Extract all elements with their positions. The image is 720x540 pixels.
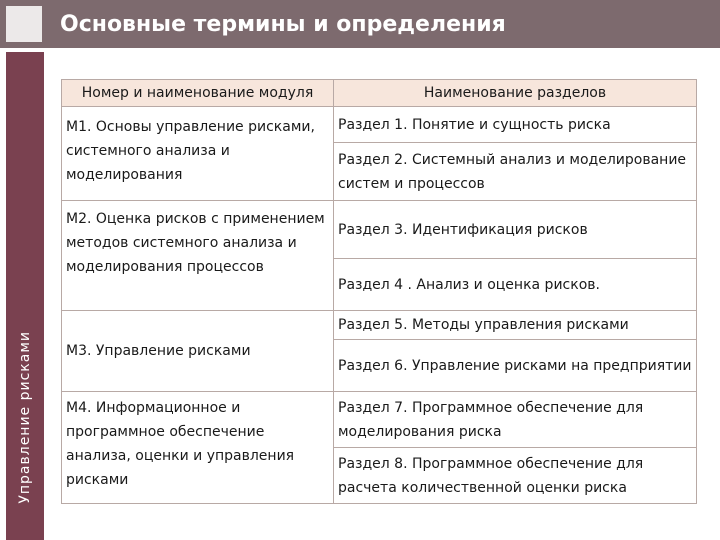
module-cell <box>62 392 334 504</box>
section-text: Раздел 4 . Анализ и оценка рисков. <box>338 276 600 293</box>
module-text: М2. Оценка рисков с применением методов системного анализа и моделирования процессов <box>66 211 325 275</box>
section-text: Раздел 7. Программное обеспечение для моделирования риска <box>338 399 644 440</box>
side-label-container <box>6 52 44 504</box>
module-text: М3. Управление рисками <box>66 343 251 359</box>
column-header-sections: Наименование разделов <box>334 80 697 107</box>
corner-square <box>6 6 42 42</box>
table-row <box>62 201 697 259</box>
left-sidebar <box>0 0 48 540</box>
module-cell <box>62 311 334 392</box>
module-text: М4. Информационное и программное обеспечение анализа, оценки и управления рисками <box>66 400 295 488</box>
module-cell <box>62 201 334 311</box>
section-cell <box>334 392 697 448</box>
page-title: Основные термины и определения <box>60 12 506 37</box>
table-row <box>62 107 697 143</box>
side-label: Управление рисками <box>17 331 33 504</box>
section-text: Раздел 1. Понятие и сущность риска <box>338 116 611 133</box>
section-text: Раздел 8. Программное обеспечение для расчета количественной оценки риска <box>338 455 644 496</box>
section-cell <box>334 340 697 392</box>
table-header-row <box>62 80 697 107</box>
corner-block <box>0 0 48 48</box>
section-cell <box>334 143 697 201</box>
section-cell <box>334 201 697 259</box>
module-cell <box>62 107 334 201</box>
section-cell <box>334 448 697 504</box>
section-text: Раздел 6. Управление рисками на предприятии <box>338 357 692 374</box>
modules-table <box>61 79 697 504</box>
section-text: Раздел 3. Идентификация рисков <box>338 221 588 238</box>
section-cell <box>334 259 697 311</box>
section-cell <box>334 311 697 340</box>
column-header-module: Номер и наименование модуля <box>62 80 334 107</box>
section-text: Раздел 5. Методы управления рисками <box>338 317 629 333</box>
module-text: М1. Основы управление рисками, системного анализа и моделирования <box>66 119 315 183</box>
section-text: Раздел 2. Системный анализ и моделирование систем и процессов <box>338 151 687 192</box>
table-row <box>62 392 697 448</box>
table-row <box>62 311 697 340</box>
section-cell <box>334 107 697 143</box>
